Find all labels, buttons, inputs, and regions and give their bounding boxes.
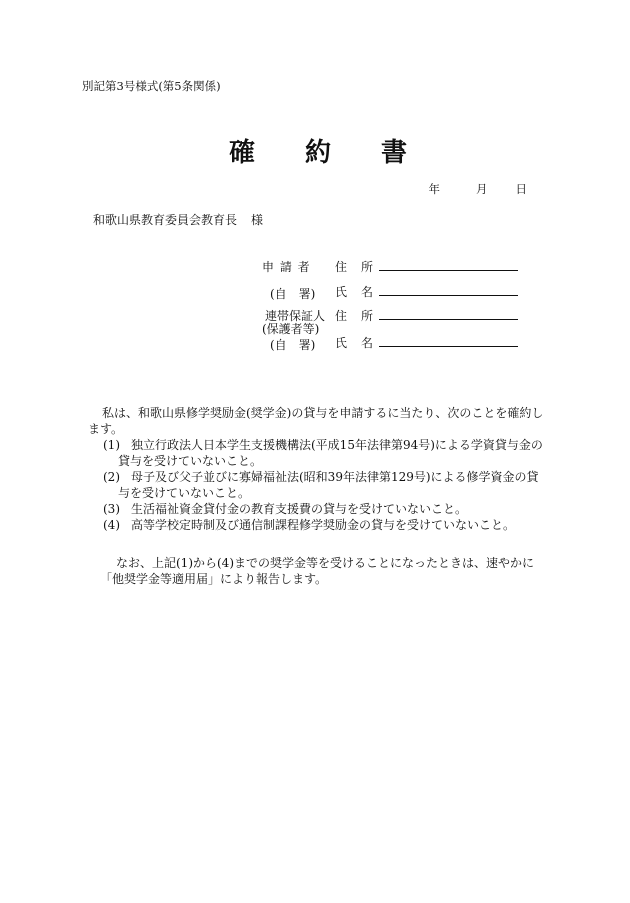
guarantor-sign-note: (自 署) — [270, 338, 316, 352]
applicant-name-label: 氏 名 — [335, 285, 374, 299]
item-number: (2) — [103, 470, 120, 484]
statement-item-2 — [88, 469, 550, 501]
form-number: 別記第3号様式(第5条関係) — [82, 79, 221, 93]
statement-closing: なお、上記(1)から(4)までの奨学金等を受けることになったときは、速やかに「他奨学金等適用届」により報告します。 — [100, 556, 534, 586]
applicant-role: 申 請 者 — [262, 260, 311, 274]
guarantor-address-label: 住 所 — [335, 309, 374, 323]
item-text: 母子及び父子並びに寡婦福祉法(昭和39年法律第129号)による修学資金の貸与を受けていないこと。 — [118, 470, 539, 500]
applicant-address-field[interactable] — [379, 270, 518, 271]
date-line — [429, 181, 528, 197]
statement-item-4 — [88, 517, 550, 533]
title-char-1: 確 — [228, 138, 255, 168]
statement-item-3 — [88, 501, 550, 517]
applicant-name-field[interactable] — [379, 295, 518, 296]
date-day-label: 日 — [515, 182, 527, 196]
guarantor-role: 連帯保証人 — [265, 309, 326, 323]
statement-intro: 私は、和歌山県修学奨励金(奨学金)の貸与を申請するに当たり、次のことを確約します。 — [88, 406, 544, 436]
statement-item-1 — [88, 437, 550, 469]
date-year-label: 年 — [428, 182, 440, 196]
item-text: 高等学校定時制及び通信制課程修学奨励金の貸与を受けていないこと。 — [131, 518, 516, 532]
item-number: (4) — [103, 518, 120, 532]
addressee-honorific: 様 — [251, 213, 264, 227]
document-title — [0, 132, 630, 169]
title-char-3: 書 — [381, 138, 408, 168]
date-month-label: 月 — [476, 182, 488, 196]
applicant-address-label: 住 所 — [335, 260, 374, 274]
applicant-sign-note: (自 署) — [270, 287, 316, 301]
guarantor-address-field[interactable] — [379, 319, 518, 320]
addressee — [93, 211, 263, 228]
guarantor-name-field[interactable] — [379, 346, 518, 347]
title-char-2: 約 — [304, 138, 331, 168]
guarantor-name-label: 氏 名 — [335, 336, 374, 350]
item-text: 生活福祉資金貸付金の教育支援費の貸与を受けていないこと。 — [131, 502, 468, 516]
item-text: 独立行政法人日本学生支援機構法(平成15年法律第94号)による学資貸与金の貸与を受けていないこと。 — [118, 438, 543, 468]
addressee-name: 和歌山県教育委員会教育長 — [93, 213, 238, 227]
statement-body — [88, 405, 550, 587]
guarantor-role-sub: (保護者等) — [262, 322, 320, 336]
item-number: (1) — [103, 438, 120, 452]
item-number: (3) — [103, 502, 120, 516]
